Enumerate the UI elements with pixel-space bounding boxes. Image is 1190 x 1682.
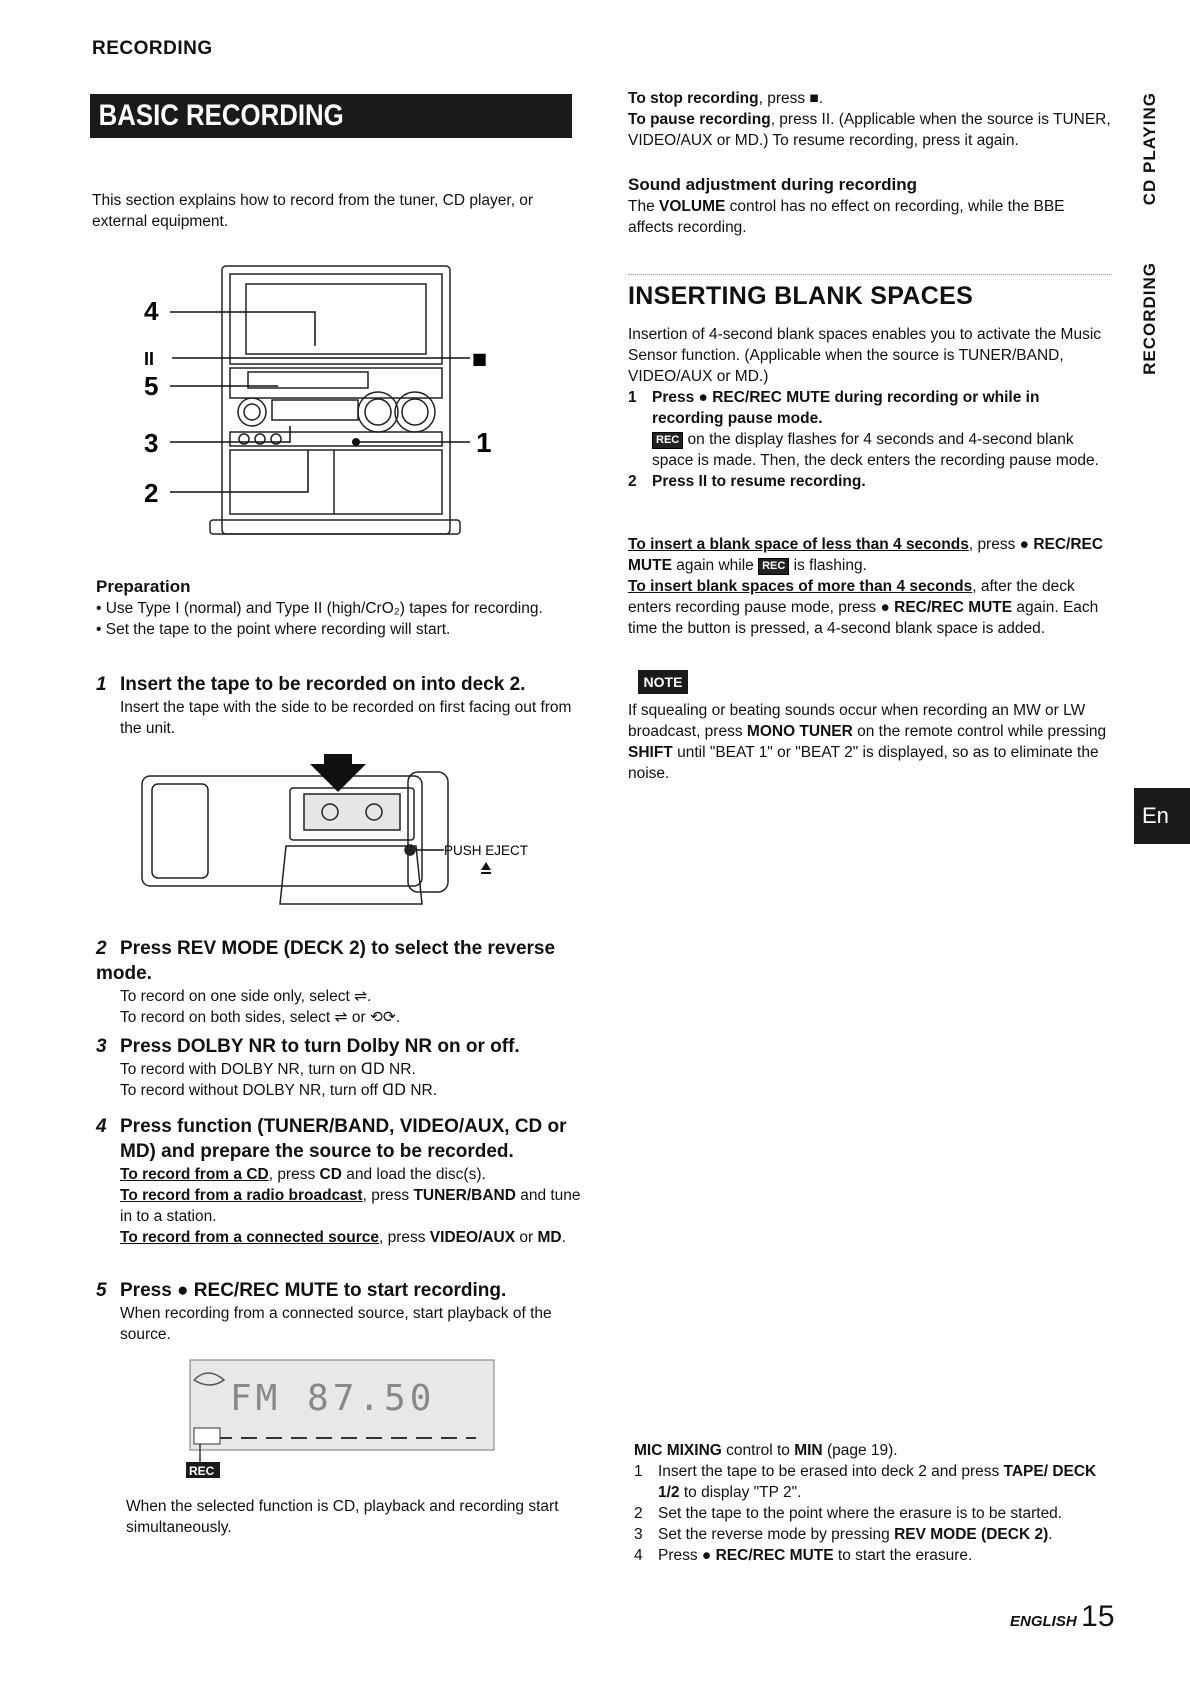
cd-note: When the selected function is CD, playback and recording start simultaneously. <box>126 1498 559 1536</box>
eject-icon <box>481 862 491 870</box>
note-text: If squealing or beating sounds occur when recording an MW or LW broadcast, press MONO TUNER on the remote control while pressing SHIFT until "BEAT 1" or "BEAT 2" is displayed, so as to eliminate the noise. <box>628 702 1107 782</box>
side-tab-recording: RECORDING <box>1140 262 1159 375</box>
side-tab-cd-playing: CD PLAYING <box>1140 92 1159 206</box>
section-label: RECORDING <box>92 38 213 59</box>
rec-icon: REC <box>652 432 683 449</box>
blank-spaces-heading: INSERTING BLANK SPACES <box>628 282 974 310</box>
callout-3: 3 <box>144 428 159 458</box>
callout-2: 2 <box>144 478 159 508</box>
step-title: Press DOLBY NR to turn Dolby NR on or off. <box>120 1036 520 1057</box>
sound-adjust-section: Sound adjustment during recording The VOLUME control has no effect on recording, while the BBE affects recording. <box>628 175 1065 236</box>
step-number: 1 <box>96 674 107 695</box>
callout-5: 5 <box>144 371 159 401</box>
intro-text: This section explains how to record from the tuner, CD player, or external equipment. <box>92 192 534 230</box>
step-5 <box>96 1278 588 1345</box>
page-footer <box>1010 1600 1115 1634</box>
step-text: Insert the tape with the side to be recorded on first facing out from the unit. <box>120 699 572 737</box>
step-4 <box>96 1114 588 1248</box>
callout-4: 4 <box>144 296 159 326</box>
step-title: Press ● REC/REC MUTE to start recording. <box>120 1280 507 1301</box>
step-title: Press function (TUNER/BAND, VIDEO/AUX, CD or MD) and prepare the source to be recorded. <box>120 1116 567 1162</box>
step-text: To record on both sides, select ⇌ or ⟲⟳. <box>120 1009 401 1026</box>
blank-length-notes: To insert a blank space of less than 4 seconds, press ● REC/REC MUTE again while REC is flashing. To insert blank spaces of more than 4 seconds, after the deck enters recording pause mode, press ● REC/REC MUTE again. Each time the button is pressed, a 4-second blank space is added. <box>628 536 1104 637</box>
callout-stop: ■ <box>472 349 488 368</box>
preparation-item: • Set the tape to the point where recording will start. <box>96 621 451 638</box>
preparation-title: Preparation <box>96 577 191 596</box>
rec-indicator: REC <box>189 1464 215 1478</box>
step-number: 5 <box>96 1280 107 1301</box>
callout-pause: II <box>144 349 155 369</box>
callout-1: 1 <box>476 427 492 458</box>
step-2 <box>96 936 588 1028</box>
rec-icon: REC <box>758 558 789 575</box>
footer-lang: ENGLISH <box>1010 1613 1077 1630</box>
push-eject-label: PUSH EJECT <box>444 843 529 858</box>
step-text: To record from a radio broadcast, press TUNER/BAND and tune in to a station. <box>120 1187 581 1225</box>
step-text: To record on one side only, select ⇌. <box>120 988 372 1005</box>
step-title: Press REV MODE (DECK 2) to select the reverse mode. <box>96 938 556 984</box>
note-badge: NOTE <box>638 670 688 694</box>
erase-section: MIC MIXING control to MIN (page 19). 1 Insert the tape to be erased into deck 2 and press TAPE/ DECK 1/2 to display "TP 2". 2 Set the tape to the point where the erasure is to be started. 3 Set the reverse mode by pressing REV MODE (DECK 2). 4 Press ● REC/REC MUTE to start the erasure. <box>634 1442 1097 1564</box>
step-number: 4 <box>96 1116 107 1137</box>
step-1 <box>96 672 586 739</box>
step-3 <box>96 1034 588 1101</box>
step-text: When recording from a connected source, start playback of the source. <box>120 1305 552 1343</box>
step-text: To record without DOLBY NR, turn off ᗡᗞ NR. <box>120 1082 438 1099</box>
stereo-unit-diagram <box>144 262 520 552</box>
display-figure <box>186 1358 506 1478</box>
display-readout: FM 87.50 <box>230 1378 436 1419</box>
page-number: 15 <box>1081 1600 1115 1633</box>
language-tab: En <box>1134 788 1190 844</box>
stop-pause-section: To stop recording, press ■. To pause recording, press II. (Applicable when the source is TUNER, VIDEO/AUX or MD.) To resume recording, press it again. <box>628 90 1111 149</box>
step-text: To record from a connected source, press VIDEO/AUX or MD. <box>120 1229 566 1246</box>
deck-insert-figure <box>140 754 540 904</box>
step-text: To record from a CD, press CD and load the disc(s). <box>120 1166 486 1183</box>
blank-spaces-section: Insertion of 4-second blank spaces enables you to activate the Music Sensor function. (Applicable when the source is TUNER/BAND, VIDEO/AUX or MD.) 1 Press ● REC/REC MUTE during recording or while in recording pause mode. REC on the display flashes for 4 seconds and 4-second blank space is made. Then, the deck enters the recording pause mode. 2 Press II to resume recording. <box>628 326 1102 490</box>
step-title: Insert the tape to be recorded on into deck 2. <box>120 674 526 695</box>
page-title-banner <box>90 94 572 138</box>
step-text: To record with DOLBY NR, turn on ᗡᗞ NR. <box>120 1061 416 1078</box>
preparation-item: • Use Type I (normal) and Type II (high/CrO₂) tapes for recording. <box>96 600 543 617</box>
step-number: 3 <box>96 1036 107 1057</box>
step-number: 2 <box>96 938 107 959</box>
divider <box>628 274 1112 276</box>
page-title: BASIC RECORDING <box>98 99 344 132</box>
